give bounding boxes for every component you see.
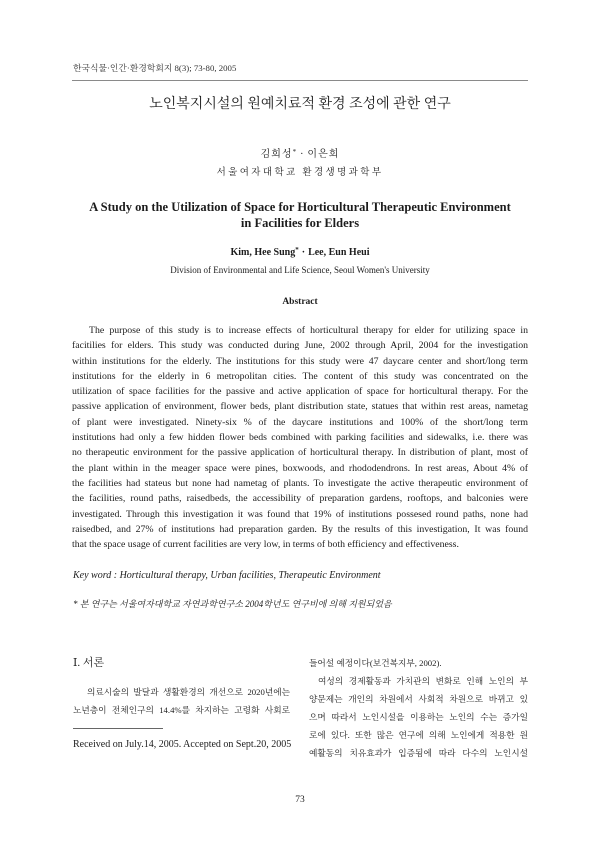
affiliation-english: Division of Environmental and Life Science, Seoul Women's University <box>170 265 430 275</box>
footnote-rule <box>73 728 163 729</box>
authors-english <box>0 246 600 260</box>
body-line: 양문제는 개인의 차원에서 사회적 차원으로 바뀌고 있 <box>309 694 528 704</box>
body-line: 예활동의 치유효과가 입증됨에 따라 다수의 노인시설 <box>309 748 528 758</box>
abstract-line: the facilities had stateus but none had nametag of plants. To investigate the active therapeutic environment of <box>72 477 528 489</box>
paper-title-korean: 노인복지시설의 원예치료적 환경 조성에 관한 연구 <box>149 97 451 112</box>
corresponding-author-mark: * <box>295 245 299 254</box>
abstract-line: that the space usage of current facilities are very low, in terms of both efficiency and effectiveness. <box>72 539 459 551</box>
corresponding-author-mark: * <box>292 147 298 156</box>
author-separator: · <box>301 247 306 258</box>
abstract-line: within institutions for the elderly. The institutions for this study were 47 daycare center and short/long term <box>72 355 528 367</box>
abstract-heading: Abstract <box>282 297 318 307</box>
abstract-line: The purpose of this study is to increase effects of horticultural therapy for elder for utilizing space in <box>89 325 528 336</box>
author-name: Lee, Eun Heui <box>308 247 370 258</box>
section-heading-introduction: Ⅰ. 서론 <box>73 657 105 669</box>
keywords: Key word : Horticultural therapy, Urban facilities, Therapeutic Environment <box>73 570 381 581</box>
abstract-line: utilization of space facilities for the passive and active application of space for horticultural therapy. For the <box>72 386 528 398</box>
abstract-line: investigated. Through this investigation it was found that 19% of institutions possesed round paths, none had <box>72 508 528 520</box>
author-separator: · <box>300 149 305 160</box>
funding-footnote: * 본 연구는 서울여자대학교 자연과학연구소 2004학년도 연구비에 의해 지원되었음 <box>73 599 392 609</box>
abstract-line: of plant were investigated. Ninety-six % of the daycare institutions and 100% of the short/long term <box>72 416 528 428</box>
author-name: Kim, Hee Sung <box>230 247 296 258</box>
received-date: Received on July.14, 2005. Accepted on Sept.20, 2005 <box>73 739 292 750</box>
body-line: 으며 따라서 노인시설을 이용하는 노인의 수는 증가일 <box>309 712 528 722</box>
paper-title-english <box>0 199 600 231</box>
left-column-text <box>73 683 290 719</box>
affiliation-korean: 서울여자대학교 환경생명과학부 <box>216 168 384 178</box>
abstract-line: facitilies for elders. This study was conducted during June, 2002 through April, 2004 for the investigation <box>72 340 528 352</box>
author-name: 이은희 <box>307 149 340 160</box>
page-number: 73 <box>295 795 305 805</box>
title-line: A Study on the Utilization of Space for Horticultural Therapeutic Environment <box>89 200 511 214</box>
title-line: in Facilities for Elders <box>240 216 360 230</box>
body-line: 들어설 예정이다(보건복지부, 2002). <box>309 658 442 668</box>
abstract-line: no therapeutic environment for the passive application of horticultural therapy. In distribution of plant, most of <box>72 447 528 459</box>
abstract-line: institutions had only a few hidden flower beds combined with parking facilities and sidewalks, i.e. there was <box>72 432 528 444</box>
header-rule <box>72 80 528 81</box>
right-column-text <box>309 654 528 762</box>
abstract-line: the facilities, round paths, raisedbeds, the accessibility of preparation gardens, rooftops, and balconies were <box>72 493 528 505</box>
journal-header: 한국식물·인간·환경학회지 8(3); 73-80, 2005 <box>73 63 237 73</box>
abstract-body <box>72 323 528 552</box>
authors-korean <box>0 148 600 162</box>
author-name: 김희성 <box>260 149 293 160</box>
abstract-line: the plant within in the meager space were pines, boxwoods, and rhododendrons. In rest areas, About 4% of <box>72 462 528 474</box>
body-line: 노년층이 전체인구의 14.4%를 차지하는 고령화 사회로 <box>73 705 290 715</box>
body-line: 의료시술의 발달과 생활환경의 개선으로 2020년에는 <box>87 687 290 697</box>
abstract-line: raisedbed, and 27% of institutions had preparation garden. By the results of this investigation, It was found <box>72 523 528 535</box>
abstract-line: passive application of environment, flower beds, plant distribution state, statues that within rest areas, nametag <box>72 401 528 413</box>
body-line: 여성의 경제활동과 가치관의 변화로 인해 노인의 부 <box>318 676 528 686</box>
body-line: 로에 있다. 또한 많은 연구에 의해 노인에게 적용한 원 <box>309 730 528 740</box>
abstract-line: institutions for the elderly in 6 metropolitan cities. The content of this study was concentrated on the <box>72 370 528 382</box>
